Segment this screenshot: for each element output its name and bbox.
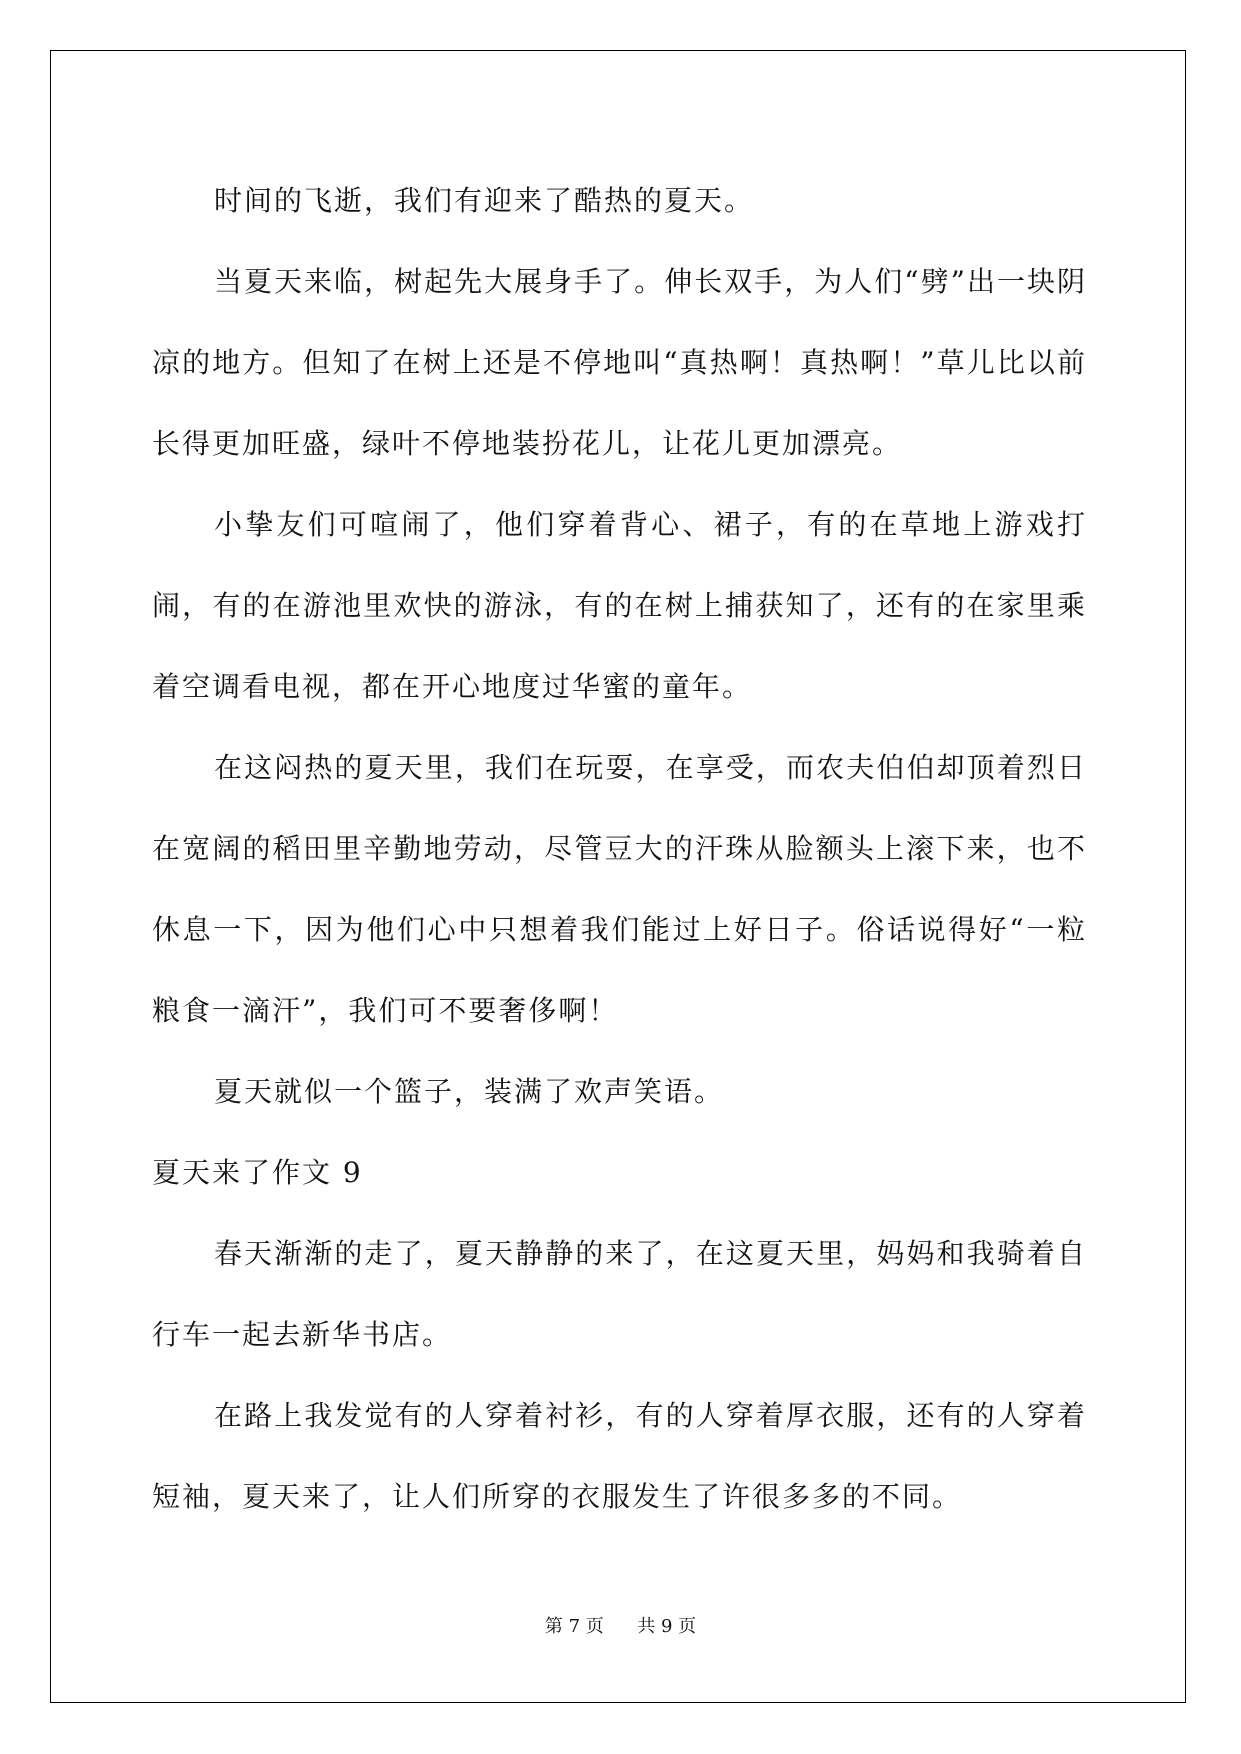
paragraph: 春天渐渐的走了，夏天静静的来了，在这夏天里，妈妈和我骑着自行车一起去新华书店。 — [152, 1237, 1087, 1351]
document-body — [152, 160, 1087, 1537]
section-heading: 夏天来了作文 9 — [152, 1156, 363, 1189]
paragraph: 当夏天来临，树起先大展身手了。伸长双手，为人们“劈”出一块阴凉的地方。但知了在树上还是不停地叫“真热啊！真热啊！”草儿比以前长得更加旺盛，绿叶不停地装扮花儿，让花儿更加漂亮。 — [152, 265, 1087, 460]
paragraph: 夏天就似一个篮子，装满了欢声笑语。 — [214, 1075, 725, 1108]
current-page-number: 第 7 页 — [544, 1616, 604, 1637]
paragraph: 小挚友们可喧闹了，他们穿着背心、裙子，有的在草地上游戏打闹，有的在游池里欢快的游泳，有的在树上捕获知了，还有的在家里乘着空调看电视，都在开心地度过华蜜的童年。 — [152, 508, 1087, 703]
paragraph: 在路上我发觉有的人穿着衬衫，有的人穿着厚衣服，还有的人穿着短袖，夏天来了，让人们所穿的衣服发生了许很多多的不同。 — [152, 1399, 1087, 1513]
paragraph: 在这闷热的夏天里，我们在玩耍，在享受，而农夫伯伯却顶着烈日在宽阔的稻田里辛勤地劳动，尽管豆大的汗珠从脸额头上滚下来，也不休息一下，因为他们心中只想着我们能过上好日子。俗话说得好“一粒粮食一滴汗”，我们可不要奢侈啊！ — [152, 751, 1087, 1027]
paragraph: 时间的飞逝，我们有迎来了酷热的夏天。 — [214, 184, 755, 217]
total-page-count: 共 9 页 — [637, 1616, 697, 1637]
page-footer — [0, 1612, 1241, 1638]
